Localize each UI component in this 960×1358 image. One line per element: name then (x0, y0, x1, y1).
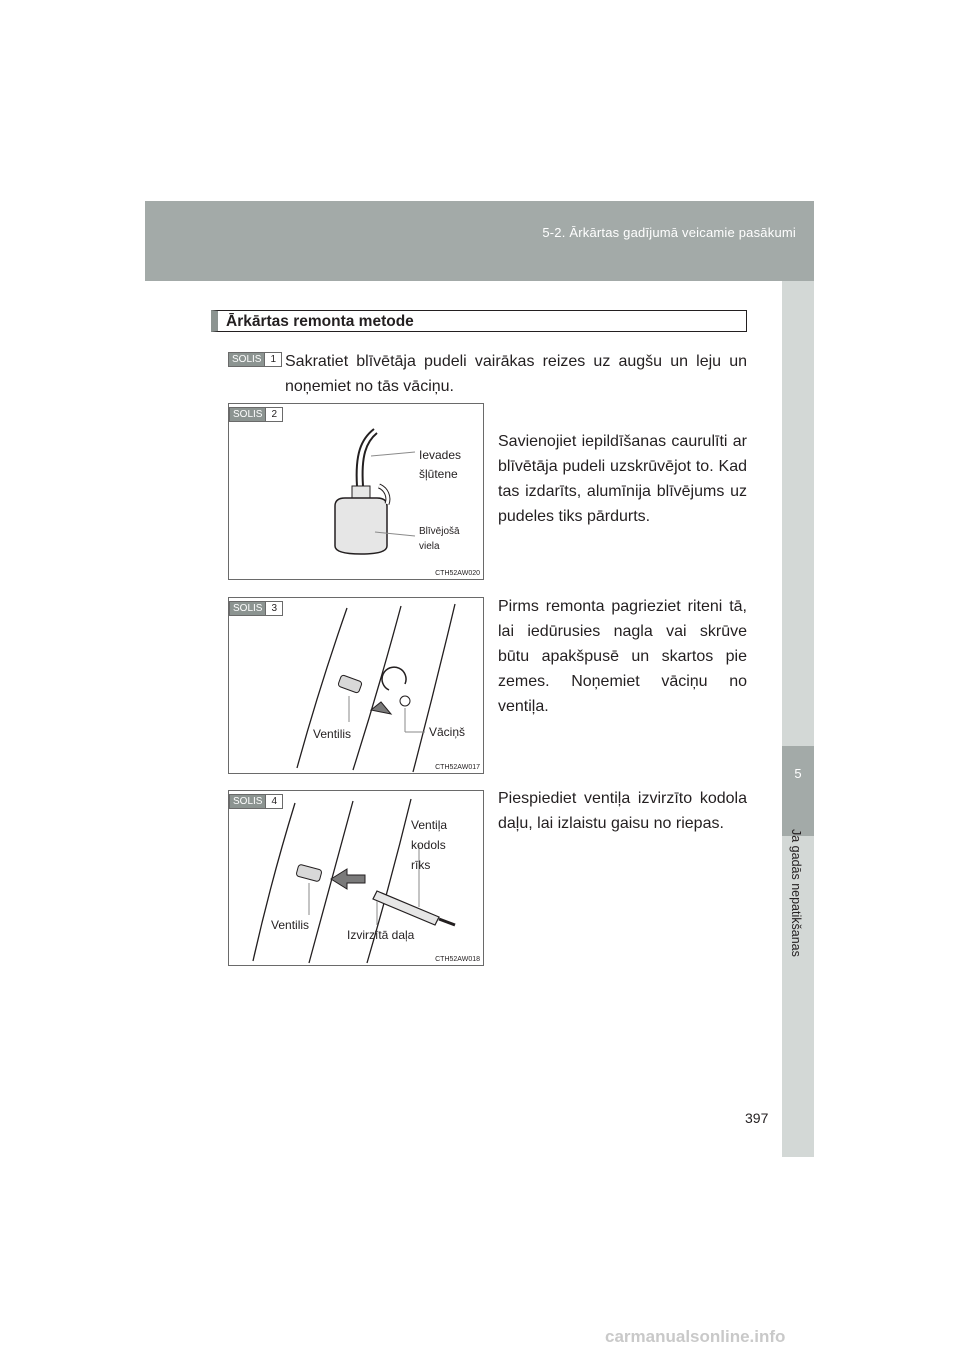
chapter-tab-number: 5 (794, 766, 802, 781)
step-2-badge: SOLIS 2 (229, 407, 283, 422)
step-3-text: Pirms remonta pagrieziet riteni tā, lai iedūrusies nagla vai skrūve būtu apakšpusē un skartos pie zemes. Noņemiet vāciņu no ventiļa. (498, 598, 747, 715)
callout-valve: Ventilis (313, 727, 352, 741)
step-4-text: Piespiediet ventiļa izvirzīto kodola daļu, lai izlaistu gaisu no riepas. (498, 790, 747, 832)
step-2-text: Savienojiet iepildīšanas caurulīti ar blīvētāja pudeli uzskrūvējot to. Kad tas izdarīts, alumīnija blīvējums uz pudeles tiks pārdurts. (498, 433, 747, 525)
figure-code: CTH52AW020 (435, 570, 480, 577)
callout-valve-core-tool: Ventiļa kodols rīks (411, 818, 448, 872)
step-4-illustration (228, 790, 484, 966)
callout-protruding-part: Izvirzītā daļa (347, 928, 415, 942)
step-1-badge: SOLIS 1 (228, 352, 282, 367)
callout-cap: Vāciņš (429, 725, 466, 739)
step-1-text: Sakratiet blīvētāja pudeli vairākas reizes uz augšu un leju un noņemiet no tās vāciņu. (285, 353, 747, 395)
section-title: Ārkārtas remonta metode (226, 313, 414, 330)
chapter-tab-label: Ja gadās nepatikšanas (789, 829, 803, 957)
side-strip (782, 281, 814, 1157)
step-4-badge: SOLIS 4 (229, 794, 283, 809)
section-heading (211, 310, 747, 332)
header-band (145, 201, 814, 281)
chapter-tab[interactable] (782, 746, 814, 836)
step-2-illustration (228, 403, 484, 580)
step-3-badge: SOLIS 3 (229, 601, 283, 616)
step-3-illustration (228, 597, 484, 774)
figure-code: CTH52AW017 (435, 764, 480, 771)
figure-code: CTH52AW018 (435, 956, 480, 963)
callout-sealant: Blīvējošā viela (419, 526, 460, 552)
chapter-header: 5-2. Ārkārtas gadījumā veicamie pasākumi (542, 225, 796, 240)
callout-hose: Ievades šļūtene (419, 448, 462, 481)
callout-valve: Ventilis (271, 918, 310, 932)
watermark: carmanualsonline.info (605, 1327, 786, 1346)
page-number: 397 (745, 1110, 769, 1126)
